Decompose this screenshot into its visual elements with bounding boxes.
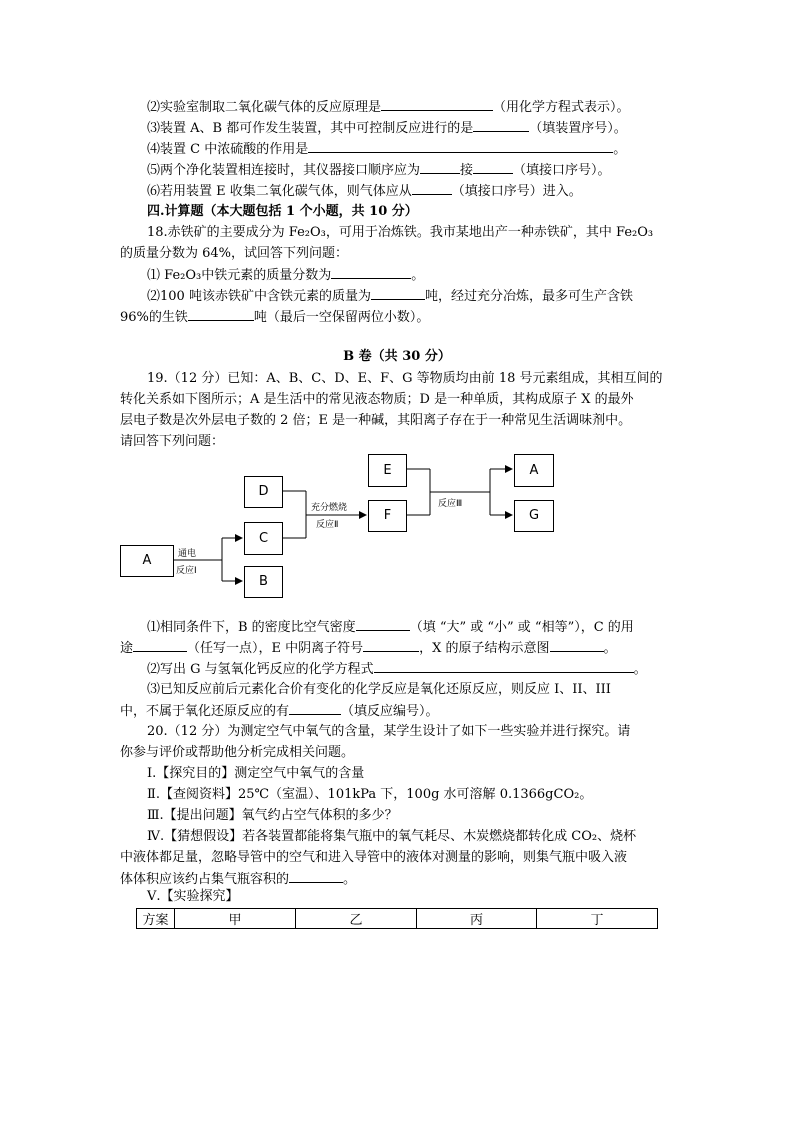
table-header-yi: 乙 [296,909,417,929]
answer-blank[interactable] [363,639,419,652]
q19-answer-2: ⑵写出 G 与氢氧化钙反应的化学方程式 。 [147,662,647,677]
reaction-3-label: 反应Ⅲ [438,499,463,509]
answer-blank[interactable] [289,702,341,715]
scheme-table [136,908,658,929]
answer-blank[interactable] [550,639,604,652]
q17-line-2: ⑵实验室制取二氧化碳气体的反应原理是 （用化学方程式表示）。 [147,100,630,115]
table-header-scheme: 方案 [137,909,175,929]
section-4-title: 四.计算题（本大题包括 1 个小题，共 10 分） [147,204,418,219]
q17-line-6: ⑹若用装置 E 收集二氧化碳气体，则气体应从 （填接口序号）进入。 [147,184,582,199]
q19-line-2: 转化关系如下图所示；A 是生活中的常见液态物质；D 是一种单质，其构成原子 X 的最外 [120,392,634,407]
q18-line-1: 18.赤铁矿的主要成分为 Fe₂O₃，可用于冶炼铁。我市某地出产一种赤铁矿，其中 Fe₂O₃ [147,225,654,240]
table-row [137,909,658,929]
answer-blank[interactable] [473,119,529,132]
diagram-box-a: A [120,545,174,577]
answer-blank[interactable] [420,161,460,174]
q20-item-1: Ⅰ.【探究目的】测定空气中氧气的含量 [147,766,365,781]
answer-blank[interactable] [188,308,254,321]
q18-sub-2b: 96%的生铁 吨（最后一空保留两位小数）。 [120,310,430,325]
q20-line-1: 20.（12 分）为测定空气中氧气的含量，某学生设计了如下一些实验并进行探究。请 [147,724,631,739]
q20-item-4b: 中液体都足量，忽略导管中的空气和进入导管中的液体对测量的影响，则集气瓶中吸入液 [120,850,628,865]
q18-sub-2: ⑵100 吨该赤铁矿中含铁元素的质量为 吨，经过充分冶炼，最多可生产含铁 [147,289,633,304]
diagram-box-d: D [244,476,283,508]
reaction-1-label: 反应Ⅰ [176,566,197,576]
q18-line-2: 的质量分数为 64%，试回答下列问题： [120,246,349,261]
q19-line-1: 19.（12 分）已知：A、B、C、D、E、F、G 等物质均由前 18 号元素组成，其相互间的 [147,371,663,386]
q19-answer-3b: 中，不属于氧化还原反应的有 （填反应编号）。 [120,704,439,719]
q19-answer-1b: 途 （任写一点），E 中阴离子符号 ，X 的原子结构示意图 。 [120,641,617,656]
q18-sub-1: ⑴ Fe₂O₃中铁元素的质量分数为 。 [147,268,425,283]
answer-blank[interactable] [331,266,411,279]
q20-item-4: Ⅳ.【猜想假设】若各装置都能将集气瓶中的氧气耗尽、木炭燃烧都转化成 CO₂、烧杯 [147,829,637,844]
answer-blank[interactable] [371,287,425,300]
q19-answer-3: ⑶已知反应前后元素化合价有变化的化学反应是氧化还原反应，则反应 I、II、III [147,682,611,697]
reaction-2-label: 反应Ⅱ [316,520,339,530]
q20-item-2: Ⅱ.【查阅资料】25℃（室温）、101kPa 下，100g 水可溶解 0.1366gCO₂。 [147,787,593,802]
q19-answer-1: ⑴相同条件下，B 的密度比空气密度 （填 “大” 或 “小” 或 “相等”），C 的用 [147,620,634,635]
q20-line-2: 你参与评价或帮助他分析完成相关问题。 [120,745,355,760]
answer-blank[interactable] [374,660,634,673]
reaction-1-condition: 通电 [178,549,197,559]
diagram-box-a2: A [514,454,554,487]
diagram-box-b: B [244,566,283,598]
answer-blank[interactable] [308,140,613,153]
answer-blank[interactable] [473,161,513,174]
diagram-box-e: E [368,454,407,487]
answer-blank[interactable] [133,639,187,652]
table-header-bing: 丙 [417,909,537,929]
q20-item-5: Ⅴ.【实验探究】 [147,889,239,904]
answer-blank[interactable] [289,870,343,883]
reaction-2-condition: 充分燃烧 [311,503,348,513]
q17-line-4: ⑷装置 C 中浓硫酸的作用是 。 [147,142,627,157]
diagram-box-c: C [244,522,283,555]
table-header-jia: 甲 [175,909,296,929]
diagram-box-g: G [514,500,554,532]
table-header-ding: 丁 [537,909,658,929]
q17-line-5: ⑸两个净化装置相连接时，其仪器接口顺序应为 接 （填接口序号）。 [147,163,611,178]
diagram-box-f: F [368,500,407,532]
q19-line-3: 层电子数是次外层电子数的 2 倍；E 是一种碱，其阳离子存在于一种常见生活调味剂中。 [120,413,632,428]
q19-line-4: 请回答下列问题： [120,434,225,449]
section-b-title: B 卷（共 30 分） [343,349,451,364]
answer-blank[interactable] [381,98,493,111]
q20-item-4c: 体体积应该约占集气瓶容积的 。 [120,872,357,887]
answer-blank[interactable] [412,182,452,195]
q20-item-3: Ⅲ.【提出问题】氧气约占空气体积的多少？ [147,808,398,823]
answer-blank[interactable] [356,618,410,631]
q17-line-3: ⑶装置 A、B 都可作发生装置，其中可控制反应进行的是 （填装置序号）。 [147,121,627,136]
